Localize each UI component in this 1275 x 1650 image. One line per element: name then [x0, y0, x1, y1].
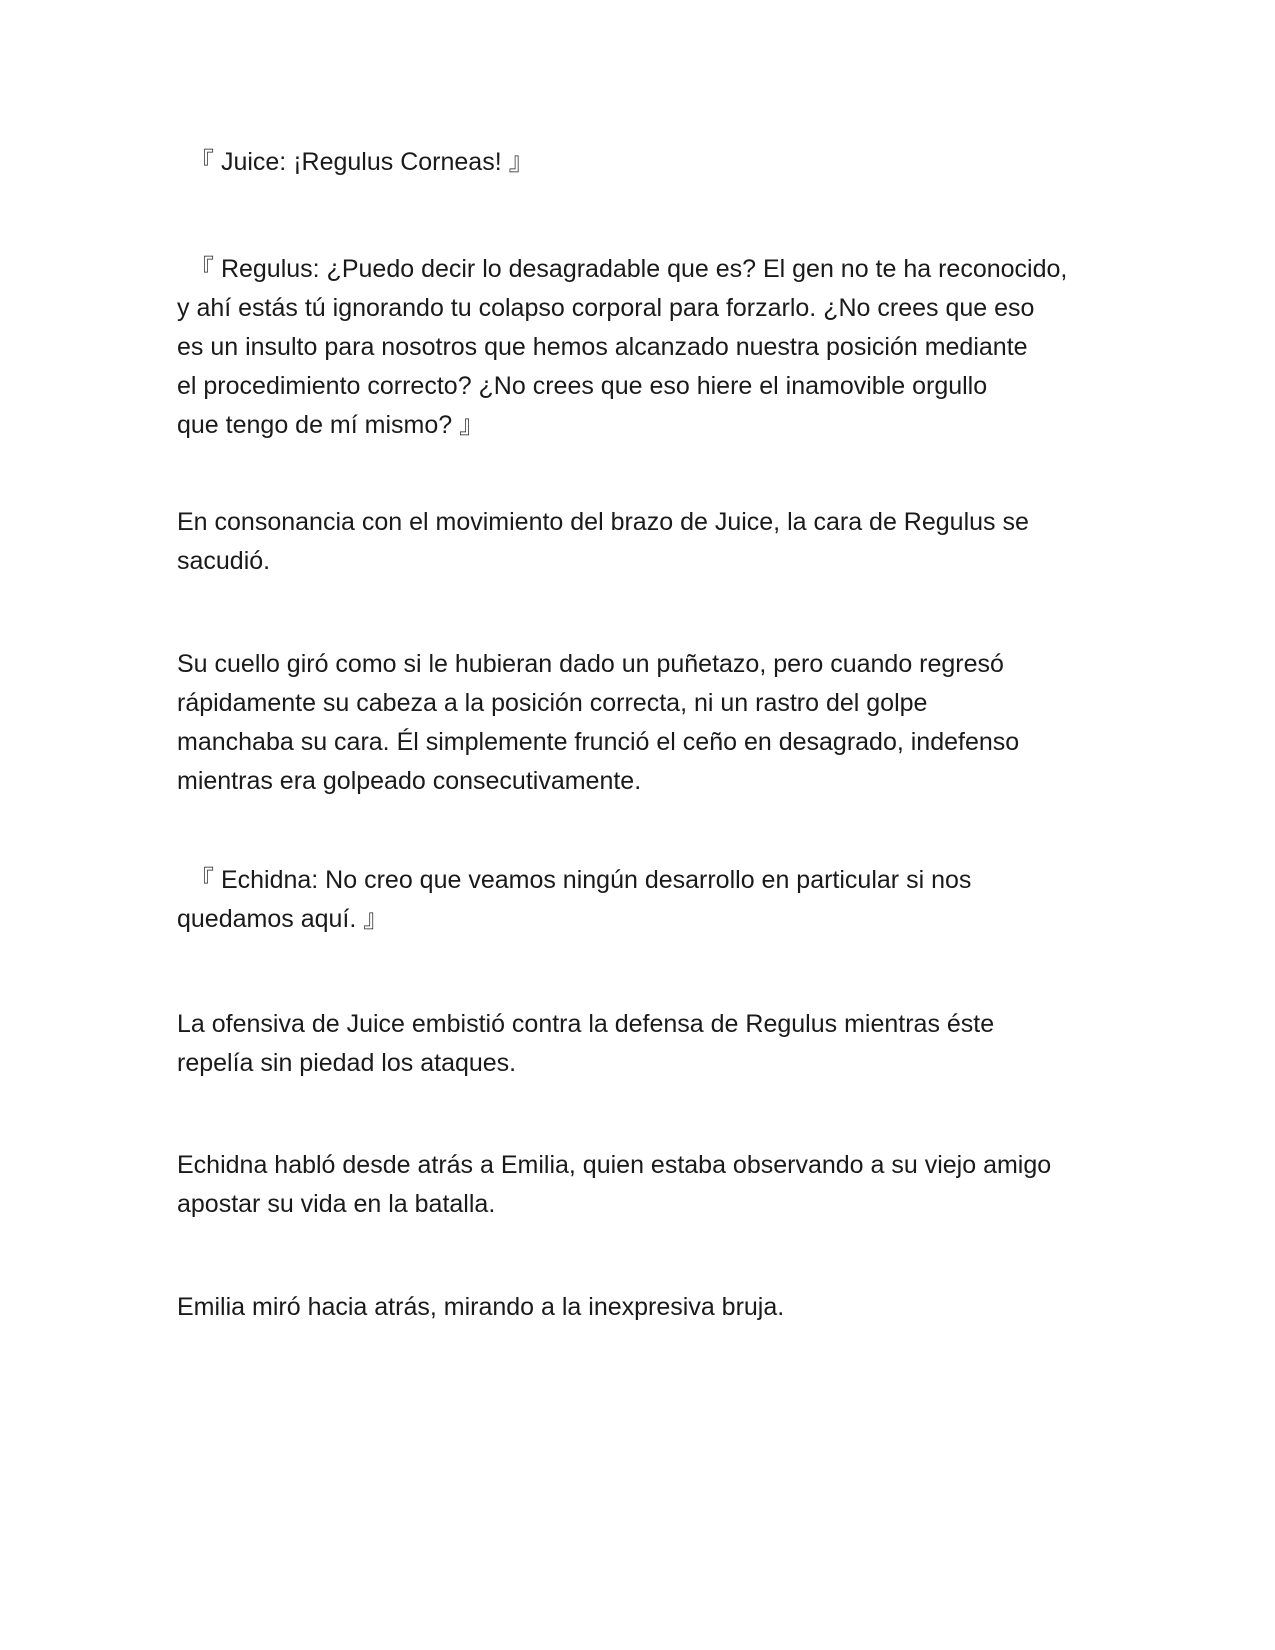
paragraph-regulus-dialogue: [177, 250, 1107, 445]
text-line: Su cuello giró como si le hubieran dado un puñetazo, pero cuando regresó: [177, 650, 1004, 678]
text-line: mientras era golpeado consecutivamente.: [177, 767, 642, 795]
paragraph-narration: [177, 1288, 1107, 1327]
text-line: 『 Juice: ¡Regulus Corneas! 』: [189, 148, 534, 176]
text-line: Echidna habló desde atrás a Emilia, quien estaba observando a su viejo amigo: [177, 1151, 1052, 1179]
text-line: apostar su vida en la batalla.: [177, 1190, 496, 1218]
paragraph-narration: [177, 1005, 1107, 1083]
text-line: En consonancia con el movimiento del brazo de Juice, la cara de Regulus se: [177, 508, 1029, 536]
paragraph-narration: [177, 1146, 1107, 1224]
text-line: que tengo de mí mismo? 』: [177, 411, 485, 439]
text-line: sacudió.: [177, 547, 271, 575]
text-line: Emilia miró hacia atrás, mirando a la inexpresiva bruja.: [177, 1293, 785, 1321]
text-line: La ofensiva de Juice embistió contra la defensa de Regulus mientras éste: [177, 1010, 995, 1038]
paragraph-narration: [177, 503, 1107, 581]
text-line: quedamos aquí. 』: [177, 905, 389, 933]
paragraph-juice-dialogue: [177, 143, 1107, 182]
text-line: repelía sin piedad los ataques.: [177, 1049, 517, 1077]
text-line: el procedimiento correcto? ¿No crees que eso hiere el inamovible orgullo: [177, 372, 988, 400]
text-line: 『 Echidna: No creo que veamos ningún desarrollo en particular si nos: [189, 866, 972, 894]
text-line: es un insulto para nosotros que hemos alcanzado nuestra posición mediante: [177, 333, 1028, 361]
paragraph-narration: [177, 645, 1107, 801]
paragraph-echidna-dialogue: [177, 861, 1107, 939]
text-line: rápidamente su cabeza a la posición correcta, ni un rastro del golpe: [177, 689, 928, 717]
text-line: 『 Regulus: ¿Puedo decir lo desagradable que es? El gen no te ha reconocido,: [189, 255, 1068, 283]
text-line: manchaba su cara. Él simplemente frunció el ceño en desagrado, indefenso: [177, 728, 1020, 756]
text-line: y ahí estás tú ignorando tu colapso corporal para forzarlo. ¿No crees que eso: [177, 294, 1035, 322]
